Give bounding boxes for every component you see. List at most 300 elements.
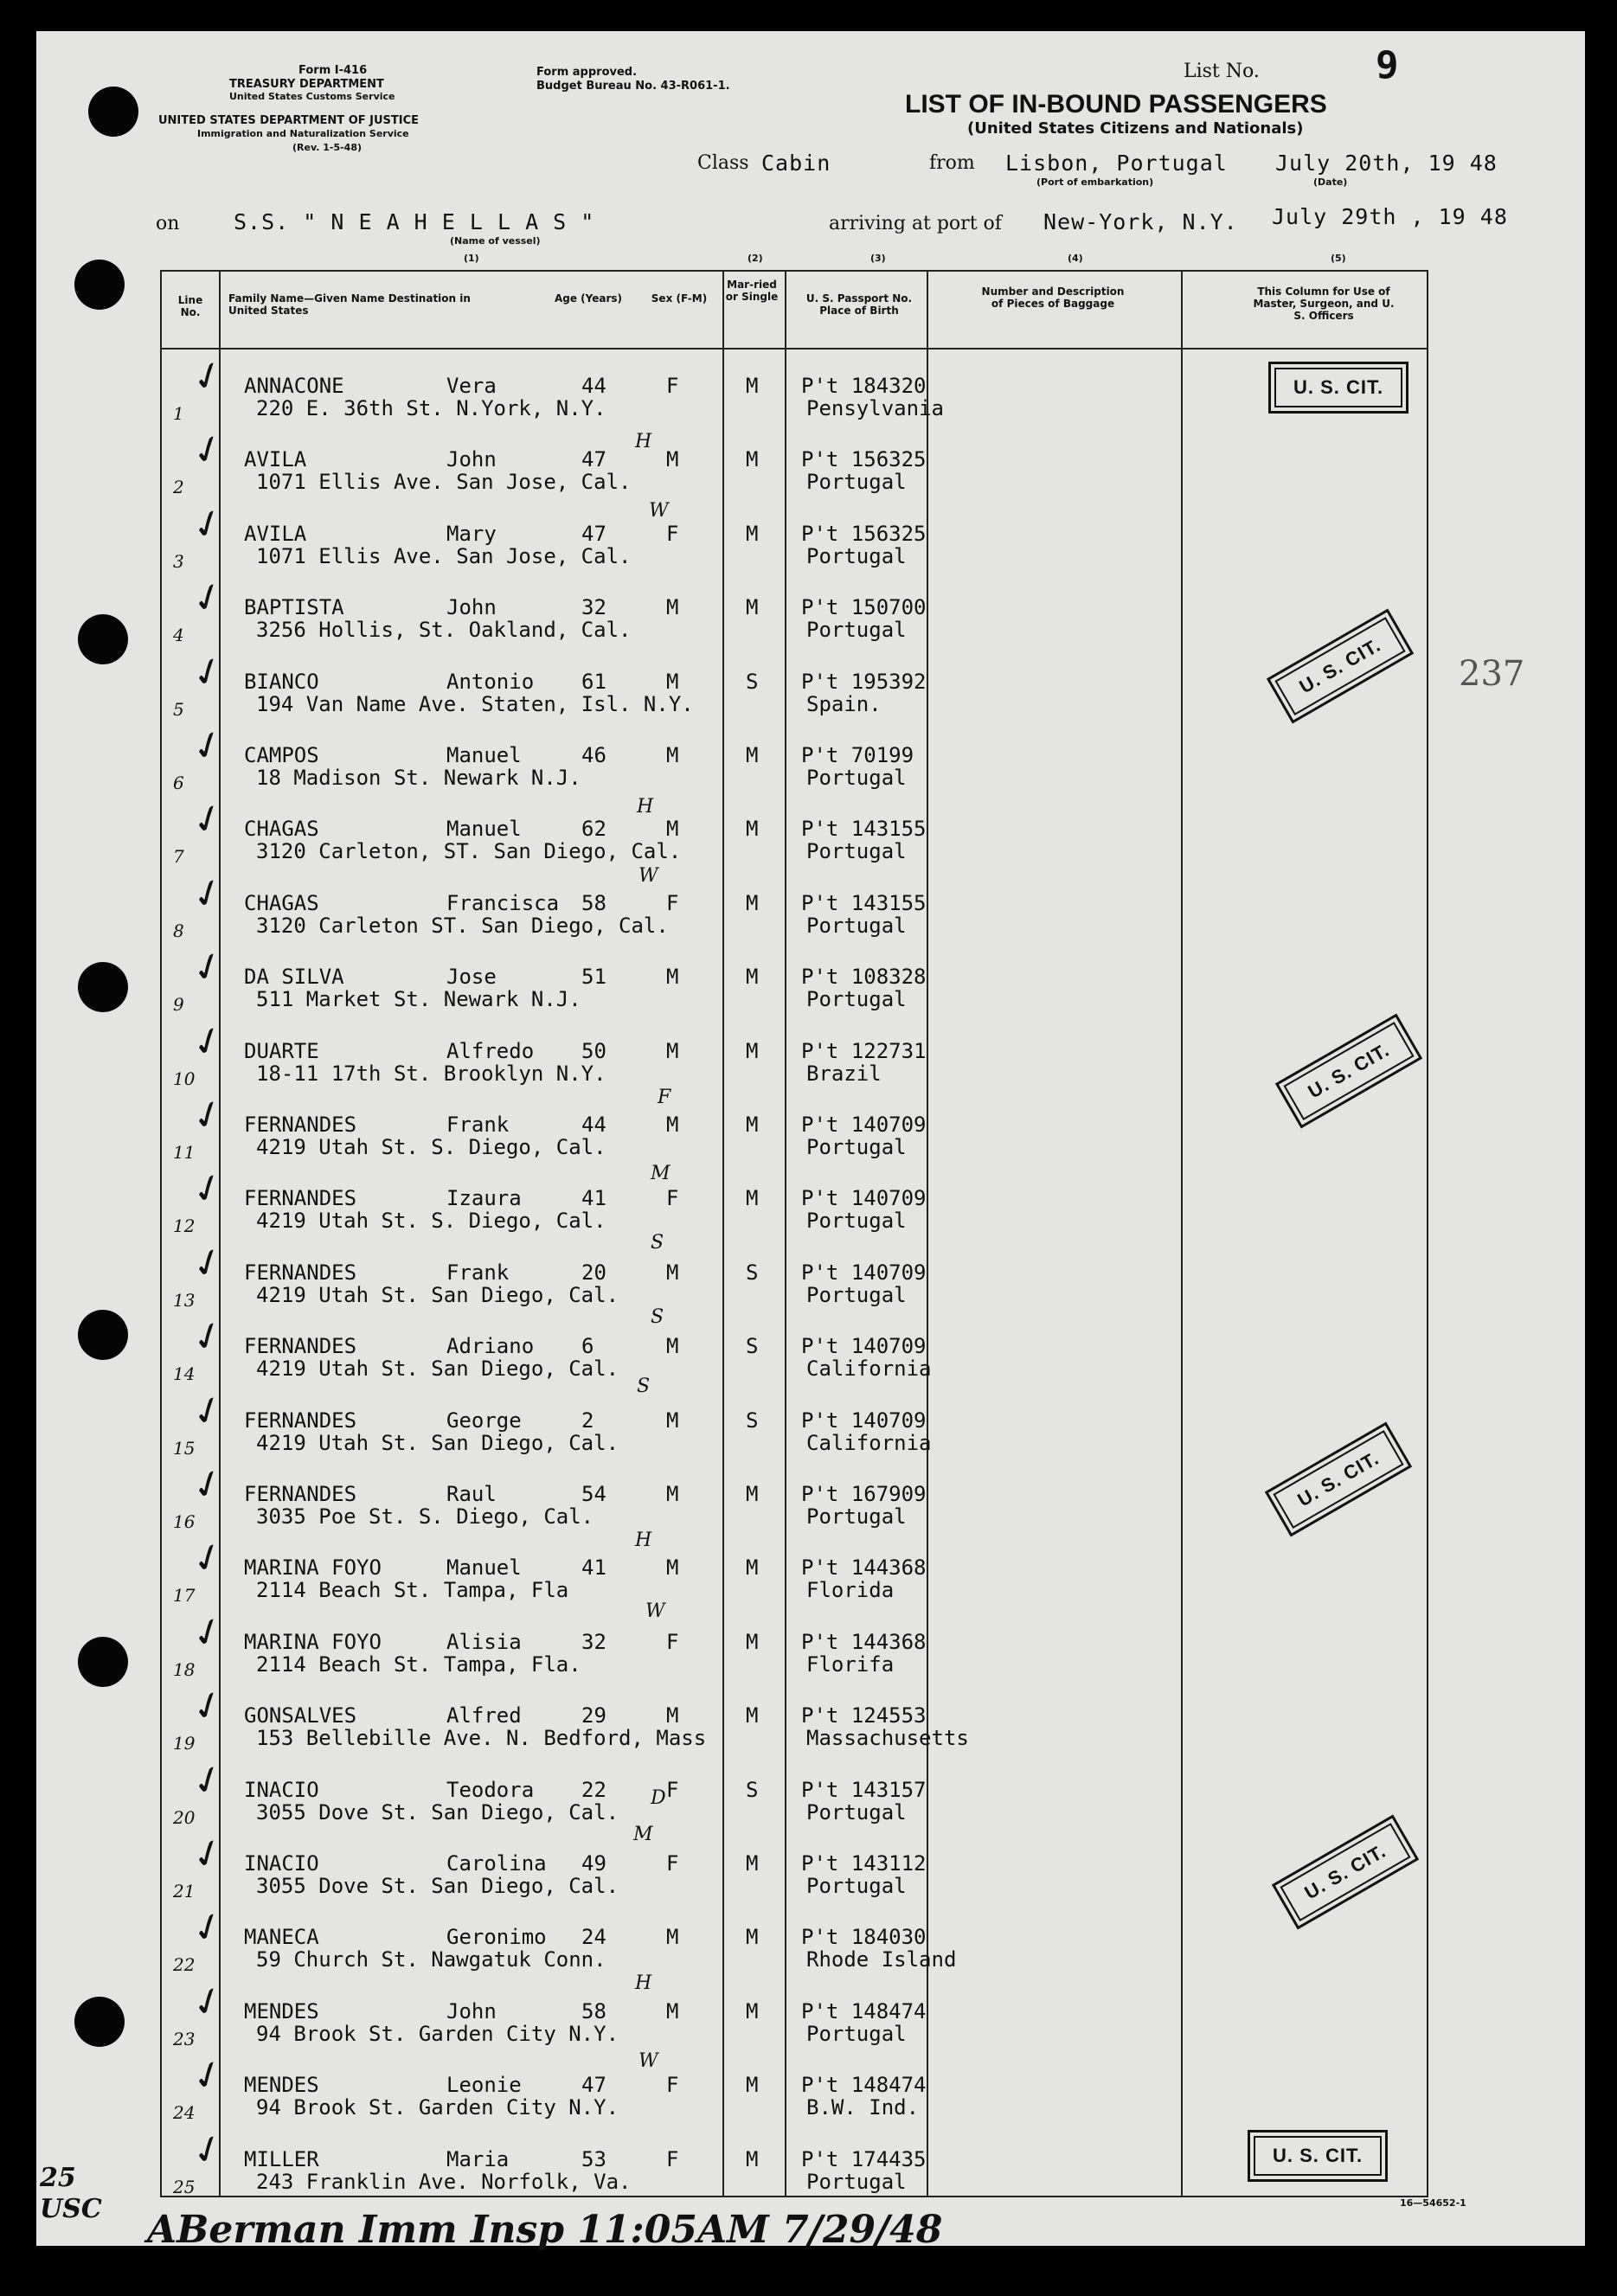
port-caption: (Port of embarkation): [1036, 176, 1154, 188]
relationship-mark: S: [637, 1376, 651, 1397]
given-name: Manuel: [446, 1555, 522, 1580]
header-married: Mar-ried or Single: [725, 279, 779, 303]
marital-status: M: [746, 522, 759, 546]
family-name: INACIO: [244, 1851, 319, 1876]
family-name: MANECA: [244, 1925, 319, 1949]
family-name: AVILA: [244, 447, 307, 471]
line-number: 10: [173, 1068, 196, 1089]
check-mark-icon: ✓: [185, 424, 231, 477]
destination-address: 3035 Poe St. S. Diego, Cal.: [256, 1504, 594, 1529]
marital-status: S: [746, 1334, 759, 1358]
family-name: FERNANDES: [244, 1408, 357, 1433]
place-of-birth: California: [806, 1431, 932, 1455]
table-row: [0, 1902, 1617, 1999]
given-name: Antonio: [446, 670, 535, 694]
relationship-mark: H: [635, 1972, 652, 1994]
age: 29: [581, 1703, 606, 1728]
arrival-date: July 29th , 19 48: [1272, 204, 1508, 229]
table-row: [0, 1532, 1617, 1630]
sex: M: [666, 1925, 679, 1949]
destination-address: 3120 Carleton ST. San Diego, Cal.: [256, 914, 669, 938]
marital-status: M: [746, 595, 759, 619]
age: 47: [581, 2073, 606, 2097]
place-of-birth: Portugal: [806, 1874, 907, 1898]
place-of-birth: B.W. Ind.: [806, 2095, 920, 2120]
given-name: Adriano: [446, 1334, 535, 1358]
us-cit-stamp-text: U. S. CIT.: [1283, 1022, 1414, 1120]
relationship-mark: M: [651, 1163, 671, 1184]
given-name: Teodora: [446, 1778, 535, 1802]
family-name: MARINA FOYO: [244, 1555, 382, 1580]
age: 61: [581, 670, 606, 694]
marital-status: M: [746, 743, 759, 767]
sex: M: [666, 595, 679, 619]
given-name: Geronimo: [446, 1925, 547, 1949]
line-number: 25: [173, 2177, 196, 2197]
page-title: LIST OF IN-BOUND PASSENGERS: [905, 90, 1327, 119]
punch-hole: [74, 260, 125, 310]
sex: F: [666, 891, 679, 915]
table-row: [0, 424, 1617, 522]
age: 2: [581, 1408, 594, 1433]
table-row: [0, 1163, 1617, 1260]
destination-address: 3055 Dove St. San Diego, Cal.: [256, 1874, 619, 1898]
check-mark-icon: ✓: [185, 1459, 231, 1511]
from-label: from: [929, 152, 975, 174]
sex: M: [666, 1113, 679, 1137]
us-cit-stamp-text: U. S. CIT.: [1280, 1823, 1410, 1921]
us-cit-stamp: [1248, 2130, 1388, 2182]
col-num: (2): [748, 253, 763, 264]
destination-address: 18-11 17th St. Brooklyn N.Y.: [256, 1061, 606, 1086]
arrival-port: New-York, N.Y.: [1043, 209, 1238, 234]
header-age: Age (Years): [554, 292, 623, 305]
age: 47: [581, 522, 606, 546]
passport-number: P't 156325: [801, 522, 927, 546]
check-mark-icon: ✓: [185, 1754, 231, 1807]
place-of-birth: Florifa: [806, 1652, 895, 1677]
us-cit-stamp-text: U. S. CIT.: [1254, 2136, 1382, 2176]
destination-address: 1071 Ellis Ave. San Jose, Cal.: [256, 470, 632, 494]
destination-address: 3120 Carleton, ST. San Diego, Cal.: [256, 839, 682, 863]
given-name: Maria: [446, 2147, 510, 2171]
given-name: Manuel: [446, 817, 522, 841]
line-number: 2: [173, 477, 184, 497]
check-mark-icon: ✓: [185, 498, 231, 551]
destination-address: 94 Brook St. Garden City N.Y.: [256, 2022, 619, 2046]
list-no-value: 9: [1376, 43, 1399, 87]
marital-status: M: [746, 1113, 759, 1137]
check-mark-icon: ✓: [185, 1532, 231, 1585]
place-of-birth: Portugal: [806, 470, 907, 494]
line-number: 14: [173, 1363, 196, 1384]
passport-number: P't 184320: [801, 374, 927, 398]
list-no-label: List No.: [1184, 61, 1260, 82]
family-name: CHAGAS: [244, 891, 319, 915]
table-row: [0, 1976, 1617, 2074]
family-name: BIANCO: [244, 670, 319, 694]
passport-number: P't 140709: [801, 1260, 927, 1285]
age: 49: [581, 1851, 606, 1876]
relationship-mark: W: [645, 1600, 665, 1622]
given-name: Frank: [446, 1260, 510, 1285]
age: 47: [581, 447, 606, 471]
given-name: Izaura: [446, 1186, 522, 1210]
vessel-caption: (Name of vessel): [450, 235, 541, 247]
header-name: Family Name—Given Name Destination in United States: [228, 292, 471, 317]
header-officers: This Column for Use of Master, Surgeon, and U. S. Officers: [1253, 285, 1395, 322]
marital-status: M: [746, 1925, 759, 1949]
sex: F: [666, 1778, 679, 1802]
destination-address: 4219 Utah St. S. Diego, Cal.: [256, 1209, 606, 1233]
place-of-birth: Portugal: [806, 1135, 907, 1159]
relationship-mark: W: [649, 500, 669, 522]
class-label: Class: [697, 152, 749, 174]
relationship-mark: M: [633, 1824, 653, 1845]
place-of-birth: Portugal: [806, 1209, 907, 1233]
margin-note: 25 USC: [40, 2163, 102, 2224]
line-number: 21: [173, 1881, 196, 1902]
destination-address: 4219 Utah St. San Diego, Cal.: [256, 1431, 619, 1455]
sex: M: [666, 743, 679, 767]
age: 41: [581, 1555, 606, 1580]
marital-status: M: [746, 1039, 759, 1063]
destination-address: 153 Bellebille Ave. N. Bedford, Mass: [256, 1726, 707, 1750]
marital-status: M: [746, 965, 759, 989]
check-mark-icon: ✓: [185, 868, 231, 920]
age: 24: [581, 1925, 606, 1949]
line-number: 15: [173, 1438, 196, 1459]
line-number: 3: [173, 551, 184, 572]
sex: M: [666, 447, 679, 471]
sex: M: [666, 965, 679, 989]
destination-address: 1071 Ellis Ave. San Jose, Cal.: [256, 544, 632, 568]
passport-number: P't 140709: [801, 1113, 927, 1137]
sex: F: [666, 2073, 679, 2097]
inspector-signature: ABerman Imm Insp 11:05AM 7/29/48: [147, 2208, 943, 2252]
age: 32: [581, 595, 606, 619]
age: 54: [581, 1482, 606, 1506]
place-of-birth: Portugal: [806, 1800, 907, 1825]
line-number: 5: [173, 699, 184, 720]
place-of-birth: Rhode Island: [806, 1947, 957, 1972]
line-number: 7: [173, 846, 184, 867]
marital-status: M: [746, 1851, 759, 1876]
age: 53: [581, 2147, 606, 2171]
line-number: 1: [173, 403, 184, 424]
marital-status: M: [746, 1186, 759, 1210]
check-mark-icon: ✓: [185, 2124, 231, 2177]
passport-number: P't 140709: [801, 1186, 927, 1210]
family-name: FERNANDES: [244, 1113, 357, 1137]
sex: M: [666, 1408, 679, 1433]
place-of-birth: Portugal: [806, 914, 907, 938]
place-of-birth: Portugal: [806, 1283, 907, 1307]
family-name: MENDES: [244, 2073, 319, 2097]
destination-address: 3256 Hollis, St. Oakland, Cal.: [256, 618, 632, 642]
given-name: Mary: [446, 522, 497, 546]
sex: F: [666, 522, 679, 546]
embarkation-date: July 20th, 19 48: [1275, 151, 1498, 176]
line-number: 9: [173, 994, 184, 1015]
place-of-birth: California: [806, 1356, 932, 1381]
date-caption: (Date): [1313, 176, 1348, 188]
passport-number: P't 140709: [801, 1408, 927, 1433]
sex: F: [666, 1630, 679, 1654]
age: 62: [581, 817, 606, 841]
col-num: (1): [464, 253, 479, 264]
place-of-birth: Portugal: [806, 544, 907, 568]
marital-status: S: [746, 1408, 759, 1433]
place-of-birth: Pensylvania: [806, 396, 944, 420]
check-mark-icon: ✓: [185, 720, 231, 773]
passport-number: P't 144368: [801, 1555, 927, 1580]
destination-address: 4219 Utah St. San Diego, Cal.: [256, 1283, 619, 1307]
marital-status: M: [746, 1703, 759, 1728]
destination-address: 4219 Utah St. San Diego, Cal.: [256, 1356, 619, 1381]
page-subtitle: (United States Citizens and Nationals): [967, 119, 1304, 138]
place-of-birth: Portugal: [806, 2170, 907, 2194]
place-of-birth: Portugal: [806, 2022, 907, 2046]
passport-number: P't 148474: [801, 1999, 927, 2023]
place-of-birth: Portugal: [806, 839, 907, 863]
place-of-birth: Florida: [806, 1578, 895, 1602]
sex: M: [666, 1482, 679, 1506]
marital-status: M: [746, 2147, 759, 2171]
age: 41: [581, 1186, 606, 1210]
given-name: Manuel: [446, 743, 522, 767]
passport-number: P't 122731: [801, 1039, 927, 1063]
line-number: 11: [173, 1142, 196, 1163]
sex: M: [666, 817, 679, 841]
relationship-mark: F: [658, 1087, 671, 1108]
on-label: on: [156, 213, 180, 234]
line-number: 19: [173, 1733, 196, 1754]
check-mark-icon: ✓: [185, 1828, 231, 1881]
sex: F: [666, 2147, 679, 2171]
destination-address: 18 Madison St. Newark N.J.: [256, 766, 581, 790]
table-row: [0, 720, 1617, 818]
passport-number: P't 143112: [801, 1851, 927, 1876]
form-number: Form I-416: [298, 64, 368, 77]
table-row: [0, 498, 1617, 596]
check-mark-icon: ✓: [185, 646, 231, 699]
passport-number: P't 140709: [801, 1334, 927, 1358]
treasury-dept: TREASURY DEPARTMENT: [229, 78, 384, 91]
destination-address: 2114 Beach St. Tampa, Fla.: [256, 1652, 581, 1677]
sex: M: [666, 1334, 679, 1358]
marital-status: S: [746, 1778, 759, 1802]
check-mark-icon: ✓: [185, 350, 231, 403]
place-of-birth: Massachusetts: [806, 1726, 969, 1750]
sex: F: [666, 1186, 679, 1210]
line-number: 24: [173, 2102, 196, 2123]
passport-number: P't 143155: [801, 817, 927, 841]
sex: F: [666, 374, 679, 398]
given-name: Francisca: [446, 891, 560, 915]
family-name: DUARTE: [244, 1039, 319, 1063]
header-passport: U. S. Passport No. Place of Birth: [805, 292, 913, 317]
family-name: ANNACONE: [244, 374, 344, 398]
marital-status: M: [746, 447, 759, 471]
sex: M: [666, 670, 679, 694]
revision: (Rev. 1-5-48): [292, 142, 363, 153]
line-number: 17: [173, 1585, 196, 1606]
line-number: 13: [173, 1290, 196, 1311]
check-mark-icon: ✓: [185, 793, 231, 846]
check-mark-icon: ✓: [185, 572, 231, 625]
table-row: [0, 1311, 1617, 1408]
check-mark-icon: ✓: [185, 941, 231, 994]
destination-address: 59 Church St. Nawgatuk Conn.: [256, 1947, 606, 1972]
sex: F: [666, 1851, 679, 1876]
given-name: Raul: [446, 1482, 497, 1506]
form-approved: Form approved.: [536, 66, 638, 79]
given-name: John: [446, 447, 497, 471]
col-num: (4): [1068, 253, 1083, 264]
relationship-mark: W: [638, 2050, 658, 2072]
budget-bureau: Budget Bureau No. 43-R061-1.: [536, 80, 730, 93]
check-mark-icon: ✓: [185, 1607, 231, 1659]
family-name: CHAGAS: [244, 817, 319, 841]
check-mark-icon: ✓: [185, 1089, 231, 1142]
family-name: MENDES: [244, 1999, 319, 2023]
family-name: DA SILVA: [244, 965, 344, 989]
embarkation-port: Lisbon, Portugal: [1005, 151, 1228, 176]
age: 32: [581, 1630, 606, 1654]
table-row: [0, 868, 1617, 965]
relationship-mark: S: [651, 1306, 664, 1328]
class-value: Cabin: [761, 151, 831, 176]
given-name: Vera: [446, 374, 497, 398]
family-name: FERNANDES: [244, 1482, 357, 1506]
passport-number: P't 195392: [801, 670, 927, 694]
marital-status: M: [746, 1999, 759, 2023]
us-cit-stamp: [1268, 362, 1408, 414]
place-of-birth: Portugal: [806, 766, 907, 790]
marital-status: M: [746, 1555, 759, 1580]
justice-dept: UNITED STATES DEPARTMENT OF JUSTICE: [158, 114, 420, 127]
line-number: 23: [173, 2029, 196, 2049]
page-number-237: 237: [1459, 654, 1525, 694]
passport-number: P't 143155: [801, 891, 927, 915]
sex: M: [666, 1260, 679, 1285]
line-number: 12: [173, 1215, 196, 1236]
table-row: [0, 793, 1617, 891]
marital-status: M: [746, 891, 759, 915]
destination-address: 2114 Beach St. Tampa, Fla: [256, 1578, 569, 1602]
us-cit-stamp-text: U. S. CIT.: [1273, 1430, 1403, 1529]
family-name: INACIO: [244, 1778, 319, 1802]
sex: M: [666, 1555, 679, 1580]
check-mark-icon: ✓: [185, 1680, 231, 1733]
place-of-birth: Portugal: [806, 987, 907, 1011]
header-baggage: Number and Description of Pieces of Baggage: [981, 285, 1125, 310]
given-name: Alfredo: [446, 1039, 535, 1063]
family-name: FERNANDES: [244, 1186, 357, 1210]
age: 58: [581, 1999, 606, 2023]
relationship-mark: H: [635, 431, 652, 452]
passport-number: P't 148474: [801, 2073, 927, 2097]
marital-status: M: [746, 374, 759, 398]
relationship-mark: H: [637, 796, 654, 818]
vessel-name: S.S. " N E A H E L L A S ": [234, 209, 595, 234]
place-of-birth: Portugal: [806, 1504, 907, 1529]
age: 46: [581, 743, 606, 767]
header-sex: Sex (F-M): [651, 292, 708, 305]
line-number: 4: [173, 625, 184, 645]
destination-address: 220 E. 36th St. N.York, N.Y.: [256, 396, 606, 420]
age: 51: [581, 965, 606, 989]
place-of-birth: Brazil: [806, 1061, 882, 1086]
passport-number: P't 150700: [801, 595, 927, 619]
age: 58: [581, 891, 606, 915]
line-number: 22: [173, 1954, 196, 1975]
destination-address: 243 Franklin Ave. Norfolk, Va.: [256, 2170, 632, 2194]
marital-status: M: [746, 1482, 759, 1506]
footer-code: 16—54652-1: [1400, 2197, 1466, 2209]
destination-address: 94 Brook St. Garden City N.Y.: [256, 2095, 619, 2120]
given-name: Leonie: [446, 2073, 522, 2097]
check-mark-icon: ✓: [185, 1902, 231, 1954]
punch-hole: [88, 87, 138, 137]
destination-address: 4219 Utah St. S. Diego, Cal.: [256, 1135, 606, 1159]
marital-status: S: [746, 670, 759, 694]
given-name: Alisia: [446, 1630, 522, 1654]
sex: M: [666, 1999, 679, 2023]
passport-number: P't 143157: [801, 1778, 927, 1802]
marital-status: S: [746, 1260, 759, 1285]
family-name: MILLER: [244, 2147, 319, 2171]
destination-address: 511 Market St. Newark N.J.: [256, 987, 581, 1011]
destination-address: 194 Van Name Ave. Staten, Isl. N.Y.: [256, 692, 694, 716]
given-name: John: [446, 595, 497, 619]
relationship-mark: W: [638, 865, 658, 887]
family-name: AVILA: [244, 522, 307, 546]
passport-number: P't 156325: [801, 447, 927, 471]
line-number: 18: [173, 1659, 196, 1680]
arriving-label: arriving at port of: [829, 213, 1002, 234]
place-of-birth: Spain.: [806, 692, 882, 716]
passport-number: P't 174435: [801, 2147, 927, 2171]
given-name: Carolina: [446, 1851, 547, 1876]
passport-number: P't 124553: [801, 1703, 927, 1728]
check-mark-icon: ✓: [185, 1311, 231, 1363]
table-row: [0, 1680, 1617, 1778]
relationship-mark: S: [651, 1232, 664, 1254]
age: 44: [581, 1113, 606, 1137]
age: 22: [581, 1778, 606, 1802]
check-mark-icon: ✓: [185, 1016, 231, 1068]
family-name: MARINA FOYO: [244, 1630, 382, 1654]
age: 44: [581, 374, 606, 398]
sex: M: [666, 1039, 679, 1063]
passport-number: P't 70199: [801, 743, 914, 767]
table-row: [0, 1089, 1617, 1187]
sex: M: [666, 1703, 679, 1728]
line-number: 6: [173, 773, 184, 793]
family-name: FERNANDES: [244, 1334, 357, 1358]
check-mark-icon: ✓: [185, 1385, 231, 1438]
given-name: George: [446, 1408, 522, 1433]
family-name: GONSALVES: [244, 1703, 357, 1728]
line-number: 8: [173, 920, 184, 941]
relationship-mark: H: [635, 1530, 652, 1551]
line-number: 20: [173, 1807, 196, 1828]
family-name: FERNANDES: [244, 1260, 357, 1285]
marital-status: M: [746, 2073, 759, 2097]
col-num: (5): [1331, 253, 1346, 264]
